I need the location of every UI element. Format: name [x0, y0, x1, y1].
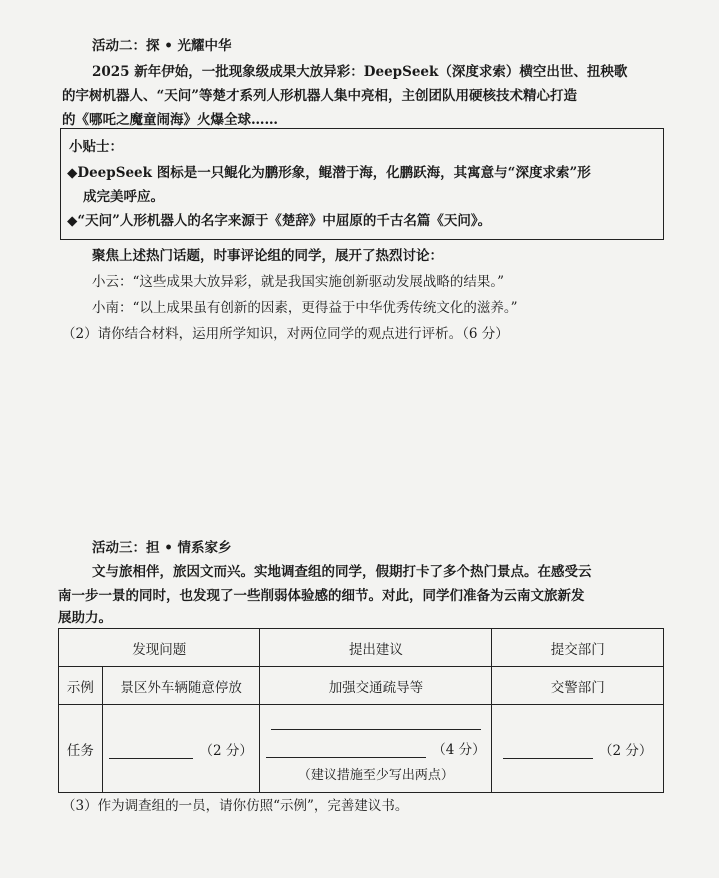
activity2-heading: 活动二：探 • 光耀中华	[92, 38, 232, 54]
suggestion-answer-blank-2[interactable]	[266, 743, 426, 758]
activity2-intro-line-1: 2025 新年伊始，一批现象级成果大放异彩：DeepSeek（深度求索）横空出世、扭秧歌	[92, 64, 628, 80]
header-department: 提交部门	[492, 629, 664, 667]
discussion-intro: 聚焦上述热门话题，时事评论组的同学，展开了热烈讨论：	[92, 248, 443, 264]
table-header-row	[59, 629, 664, 667]
tips-title: 小贴士：	[69, 139, 123, 155]
task-department-cell	[492, 705, 664, 793]
department-score: （2 分）	[599, 742, 653, 759]
activity3-intro-line-3: 展助力。	[58, 610, 112, 626]
header-problem: 发现问题	[59, 629, 260, 667]
tips-item-2: ◆“天问”人形机器人的名字来源于《楚辞》中屈原的千古名篇《天问》。	[67, 213, 492, 229]
suggestion-note: （建议措施至少写出两点）	[297, 767, 454, 783]
suggestion-answer-blank-1[interactable]	[271, 715, 481, 730]
problem-answer-blank[interactable]	[109, 744, 193, 759]
header-suggestion: 提出建议	[260, 629, 492, 667]
example-suggestion: 加强交通疏导等	[260, 667, 492, 705]
table-row-task	[59, 705, 664, 793]
tips-box	[60, 128, 664, 240]
task-problem-cell	[102, 705, 260, 793]
student-xiaoyun-quote: 小云：“这些成果大放异彩，就是我国实施创新驱动发展战略的结果。”	[92, 274, 505, 290]
tips-item-1-cont: 成完美呼应。	[83, 189, 164, 205]
suggestion-table	[58, 628, 664, 793]
suggestion-score: （4 分）	[432, 741, 486, 758]
student-xiaonan-quote: 小南：“以上成果虽有创新的因素，更得益于中华优秀传统文化的滋养。”	[92, 300, 518, 316]
example-department: 交警部门	[492, 667, 664, 705]
question-2: （2）请你结合材料，运用所学知识，对两位同学的观点进行评析。（6 分）	[62, 326, 509, 342]
activity3-heading: 活动三：担 • 情系家乡	[92, 540, 232, 556]
task-suggestion-cell	[260, 705, 492, 793]
example-label: 示例	[59, 667, 103, 705]
example-problem: 景区外车辆随意停放	[102, 667, 260, 705]
problem-score: （2 分）	[199, 742, 253, 759]
task-label: 任务	[59, 705, 103, 793]
tips-item-1: ◆DeepSeek 图标是一只鲲化为鹏形象，鲲潜于海，化鹏跃海，其寓意与“深度求索”形	[67, 165, 591, 181]
activity2-intro-line-3: 的《哪吒之魔童闹海》火爆全球……	[62, 112, 278, 128]
department-answer-blank[interactable]	[503, 744, 593, 759]
activity3-intro-line-1: 文与旅相伴，旅因文而兴。实地调查组的同学，假期打卡了多个热门景点。在感受云	[92, 564, 592, 580]
question-3: （3）作为调查组的一员，请你仿照“示例”，完善建议书。	[62, 798, 409, 814]
activity3-intro-line-2: 南一步一景的同时，也发现了一些削弱体验感的细节。对此，同学们准备为云南文旅新发	[58, 588, 585, 604]
activity2-intro-line-2: 的宇树机器人、“天问”等楚才系列人形机器人集中亮相，主创团队用硬核技术精心打造	[62, 88, 578, 104]
table-row-example	[59, 667, 664, 705]
